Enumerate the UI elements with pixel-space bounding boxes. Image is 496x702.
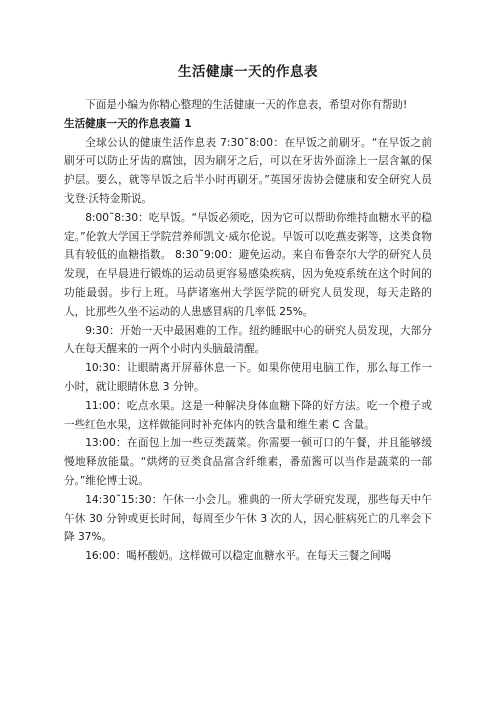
paragraph: 16:00：喝杯酸奶。这样做可以稳定血糖水平。在每天三餐之间喝 (85, 550, 392, 563)
paragraph: 全球公认的健康生活作息表 7:30˜8:00：在早饭之前刷牙。“在早饭之前刷牙可以防止牙齿的腐蚀，因为刷牙之后，可以在牙齿外面涂上一层含氟的保护层。要么，就等早饭之后半小时再刷牙。”英国牙齿协会健康和安全研究人员戈登·沃特金斯说。 (64, 136, 432, 205)
paragraph: 11:00：吃点水果。这是一种解决身体血糖下降的好方法。吃一个橙子或一些红色水果，这样做能同时补充体内的铁含量和维生素 C 含量。 (64, 399, 432, 431)
paragraph: 8:00˜8:30：吃早饭。“早饭必须吃，因为它可以帮助你维持血糖水平的稳定。”伦敦大学国王学院营养师凯文·威尔伦说。早饭可以吃燕麦粥等，这类食物具有较低的血糖指数。 8:30˜9:00：避免运动。来自布鲁奈尔大学的研究人员发现，在早晨进行锻炼的运动员更容易感染疾病，因为免疫系统在这个时间的功能最弱。步行上班。马萨诸塞州大学医学院的研究人员发现，每天走路的人，比那些久坐不运动的人患感冒病的几率低 25%。 (64, 211, 432, 318)
intro-paragraph: 下面是小编为你精心整理的生活健康一天的作息表，希望对你有帮助! (85, 99, 408, 111)
document-body (64, 96, 432, 566)
section-heading: 生活健康一天的作息表篇 1 (64, 117, 192, 130)
paragraph: 10:30：让眼睛离开屏幕休息一下。如果你使用电脑工作，那么每工作一小时，就让眼睛休息 3 分钟。 (64, 362, 432, 393)
paragraph: 14:30˜15:30：午休一小会儿。雅典的一所大学研究发现，那些每天中午午休 30 分钟或更长时间，每周至少午休 3 次的人，因心脏病死亡的几率会下降 37%。 (64, 493, 432, 544)
paragraph: 13:00：在面包上加一些豆类蔬菜。你需要一顿可口的午餐，并且能够缓慢地释放能量。“烘烤的豆类食品富含纤维素，番茄酱可以当作是蔬菜的一部分。”维伦博士说。 (64, 437, 432, 487)
document-title: 生活健康一天的作息表 (178, 64, 318, 80)
paragraph: 9:30：开始一天中最困难的工作。纽约睡眠中心的研究人员发现，大部分人在每天醒来的一两个小时内头脑最清醒。 (64, 324, 432, 356)
